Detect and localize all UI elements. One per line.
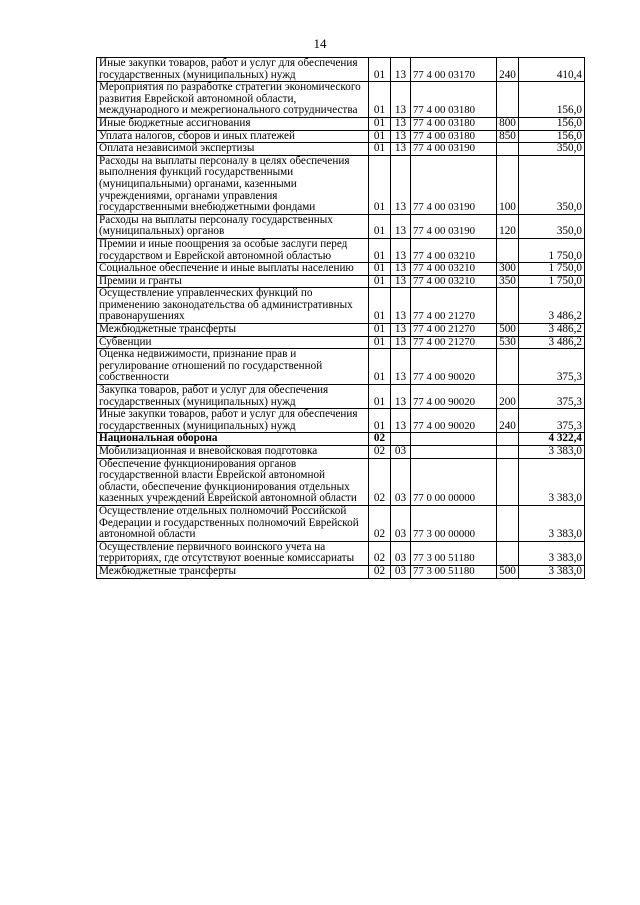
row-name-cell: Осуществление первичного воинского учета на территориях, где отсутствуют военные комиссариаты xyxy=(97,541,369,565)
budget-table xyxy=(96,57,585,579)
row-name-cell: Межбюджетные трансферты xyxy=(97,565,369,578)
amount-cell: 375,3 xyxy=(519,409,585,433)
amount-cell: 3 486,2 xyxy=(519,288,585,324)
section-code-cell: 01 xyxy=(369,117,391,130)
target-article-cell: 77 4 00 03190 xyxy=(411,143,497,156)
table-row xyxy=(97,349,585,385)
section-code-cell: 02 xyxy=(369,565,391,578)
amount-cell: 4 322,4 xyxy=(519,433,585,446)
expense-type-cell: 530 xyxy=(497,336,519,349)
table-row xyxy=(97,275,585,288)
target-article-cell: 77 4 00 03170 xyxy=(411,58,497,82)
expense-type-cell xyxy=(497,143,519,156)
row-name-cell: Социальное обеспечение и иные выплаты населению xyxy=(97,263,369,276)
section-code-cell: 02 xyxy=(369,541,391,565)
table-row xyxy=(97,336,585,349)
row-name-cell: Иные закупки товаров, работ и услуг для обеспечения государственных (муниципальных) нужд xyxy=(97,58,369,82)
subsection-code-cell: 13 xyxy=(391,155,411,214)
subsection-code-cell: 13 xyxy=(391,58,411,82)
row-name-cell: Мероприятия по разработке стратегии экономического развития Еврейской автономной области, международного и межрегионального сотрудничества xyxy=(97,82,369,118)
target-article-cell: 77 4 00 90020 xyxy=(411,409,497,433)
target-article-cell: 77 4 00 03190 xyxy=(411,214,497,238)
section-code-cell: 02 xyxy=(369,458,391,505)
row-name-cell: Иные закупки товаров, работ и услуг для обеспечения государственных (муниципальных) нужд xyxy=(97,409,369,433)
amount-cell: 375,3 xyxy=(519,385,585,409)
subsection-code-cell: 13 xyxy=(391,214,411,238)
section-code-cell: 01 xyxy=(369,58,391,82)
expense-type-cell: 240 xyxy=(497,58,519,82)
section-code-cell: 01 xyxy=(369,336,391,349)
expense-type-cell xyxy=(497,433,519,446)
expense-type-cell xyxy=(497,349,519,385)
expense-type-cell xyxy=(497,505,519,541)
subsection-code-cell: 03 xyxy=(391,446,411,459)
subsection-code-cell: 03 xyxy=(391,565,411,578)
table-row xyxy=(97,446,585,459)
amount-cell: 3 486,2 xyxy=(519,324,585,337)
subsection-code-cell: 03 xyxy=(391,505,411,541)
target-article-cell: 77 3 00 51180 xyxy=(411,541,497,565)
amount-cell: 350,0 xyxy=(519,214,585,238)
budget-table-body xyxy=(97,58,585,579)
subsection-code-cell: 13 xyxy=(391,82,411,118)
table-row xyxy=(97,458,585,505)
row-name-cell: Осуществление управленческих функций по применению законодательства об административных правонарушениях xyxy=(97,288,369,324)
section-code-cell: 01 xyxy=(369,214,391,238)
row-name-cell: Обеспечение функционирования органов государственной власти Еврейской автономной области, обеспечение функционирования отдельных казенных учреждений Еврейской автономной области xyxy=(97,458,369,505)
section-code-cell: 01 xyxy=(369,143,391,156)
expense-type-cell: 240 xyxy=(497,409,519,433)
expense-type-cell xyxy=(497,458,519,505)
expense-type-cell xyxy=(497,446,519,459)
table-row xyxy=(97,214,585,238)
expense-type-cell: 800 xyxy=(497,117,519,130)
row-name-cell: Осуществление отдельных полномочий Российской Федерации и государственных полномочий Еврейской автономной области xyxy=(97,505,369,541)
amount-cell: 156,0 xyxy=(519,82,585,118)
page-number: 14 xyxy=(313,36,327,51)
expense-type-cell: 850 xyxy=(497,130,519,143)
table-row xyxy=(97,505,585,541)
table-row xyxy=(97,155,585,214)
amount-cell: 3 383,0 xyxy=(519,541,585,565)
row-name-cell: Межбюджетные трансферты xyxy=(97,324,369,337)
subsection-code-cell: 13 xyxy=(391,130,411,143)
expense-type-cell: 120 xyxy=(497,214,519,238)
table-row xyxy=(97,433,585,446)
expense-type-cell xyxy=(497,82,519,118)
target-article-cell: 77 4 00 03180 xyxy=(411,82,497,118)
row-name-cell: Расходы на выплаты персоналу в целях обеспечения выполнения функций государственными (муниципальными) органами, казенными учреждениями, органами управления государственными внебюджетными фондами xyxy=(97,155,369,214)
amount-cell: 3 486,2 xyxy=(519,336,585,349)
table-row xyxy=(97,385,585,409)
target-article-cell xyxy=(411,433,497,446)
target-article-cell: 77 4 00 03180 xyxy=(411,117,497,130)
target-article-cell: 77 4 00 21270 xyxy=(411,324,497,337)
target-article-cell: 77 4 00 03190 xyxy=(411,155,497,214)
table-row xyxy=(97,263,585,276)
subsection-code-cell: 03 xyxy=(391,541,411,565)
table-row xyxy=(97,565,585,578)
section-code-cell: 01 xyxy=(369,409,391,433)
target-article-cell: 77 0 00 00000 xyxy=(411,458,497,505)
amount-cell: 3 383,0 xyxy=(519,565,585,578)
expense-type-cell xyxy=(497,238,519,262)
expense-type-cell: 350 xyxy=(497,275,519,288)
table-row xyxy=(97,409,585,433)
table-row xyxy=(97,288,585,324)
row-name-cell: Премии и иные поощрения за особые заслуги перед государством и Еврейской автономной областью xyxy=(97,238,369,262)
section-code-cell: 02 xyxy=(369,433,391,446)
expense-type-cell: 200 xyxy=(497,385,519,409)
table-row xyxy=(97,541,585,565)
expense-type-cell: 100 xyxy=(497,155,519,214)
amount-cell: 1 750,0 xyxy=(519,263,585,276)
subsection-code-cell: 13 xyxy=(391,263,411,276)
amount-cell: 375,3 xyxy=(519,349,585,385)
section-code-cell: 01 xyxy=(369,288,391,324)
section-code-cell: 01 xyxy=(369,238,391,262)
section-code-cell: 01 xyxy=(369,275,391,288)
expense-type-cell: 500 xyxy=(497,324,519,337)
subsection-code-cell: 13 xyxy=(391,385,411,409)
amount-cell: 1 750,0 xyxy=(519,238,585,262)
expense-type-cell: 300 xyxy=(497,263,519,276)
subsection-code-cell xyxy=(391,433,411,446)
table-row xyxy=(97,82,585,118)
amount-cell: 156,0 xyxy=(519,117,585,130)
subsection-code-cell: 13 xyxy=(391,117,411,130)
table-row xyxy=(97,143,585,156)
row-name-cell: Субвенции xyxy=(97,336,369,349)
expense-type-cell xyxy=(497,288,519,324)
target-article-cell: 77 4 00 03210 xyxy=(411,238,497,262)
section-code-cell: 02 xyxy=(369,446,391,459)
amount-cell: 1 750,0 xyxy=(519,275,585,288)
expense-type-cell: 500 xyxy=(497,565,519,578)
row-name-cell: Оплата независимой экспертизы xyxy=(97,143,369,156)
row-name-cell: Иные бюджетные ассигнования xyxy=(97,117,369,130)
amount-cell: 350,0 xyxy=(519,155,585,214)
target-article-cell: 77 3 00 51180 xyxy=(411,565,497,578)
section-code-cell: 01 xyxy=(369,385,391,409)
amount-cell: 156,0 xyxy=(519,130,585,143)
table-row xyxy=(97,238,585,262)
amount-cell: 3 383,0 xyxy=(519,458,585,505)
target-article-cell xyxy=(411,446,497,459)
table-row xyxy=(97,130,585,143)
section-code-cell: 01 xyxy=(369,155,391,214)
section-code-cell: 01 xyxy=(369,82,391,118)
subsection-code-cell: 13 xyxy=(391,409,411,433)
row-name-cell: Национальная оборона xyxy=(97,433,369,446)
target-article-cell: 77 4 00 03210 xyxy=(411,275,497,288)
table-row xyxy=(97,58,585,82)
subsection-code-cell: 13 xyxy=(391,238,411,262)
amount-cell: 3 383,0 xyxy=(519,446,585,459)
subsection-code-cell: 13 xyxy=(391,143,411,156)
row-name-cell: Уплата налогов, сборов и иных платежей xyxy=(97,130,369,143)
target-article-cell: 77 4 00 90020 xyxy=(411,385,497,409)
row-name-cell: Закупка товаров, работ и услуг для обеспечения государственных (муниципальных) нужд xyxy=(97,385,369,409)
subsection-code-cell: 13 xyxy=(391,275,411,288)
subsection-code-cell: 13 xyxy=(391,336,411,349)
section-code-cell: 01 xyxy=(369,130,391,143)
section-code-cell: 01 xyxy=(369,324,391,337)
row-name-cell: Премии и гранты xyxy=(97,275,369,288)
amount-cell: 3 383,0 xyxy=(519,505,585,541)
target-article-cell: 77 3 00 00000 xyxy=(411,505,497,541)
section-code-cell: 01 xyxy=(369,263,391,276)
subsection-code-cell: 13 xyxy=(391,288,411,324)
expense-type-cell xyxy=(497,541,519,565)
row-name-cell: Мобилизационная и вневойсковая подготовка xyxy=(97,446,369,459)
target-article-cell: 77 4 00 21270 xyxy=(411,288,497,324)
row-name-cell: Оценка недвижимости, признание прав и регулирование отношений по государственной собственности xyxy=(97,349,369,385)
subsection-code-cell: 13 xyxy=(391,324,411,337)
subsection-code-cell: 03 xyxy=(391,458,411,505)
target-article-cell: 77 4 00 21270 xyxy=(411,336,497,349)
subsection-code-cell: 13 xyxy=(391,349,411,385)
section-code-cell: 02 xyxy=(369,505,391,541)
row-name-cell: Расходы на выплаты персоналу государственных (муниципальных) органов xyxy=(97,214,369,238)
target-article-cell: 77 4 00 03210 xyxy=(411,263,497,276)
target-article-cell: 77 4 00 90020 xyxy=(411,349,497,385)
table-row xyxy=(97,117,585,130)
amount-cell: 410,4 xyxy=(519,58,585,82)
target-article-cell: 77 4 00 03180 xyxy=(411,130,497,143)
section-code-cell: 01 xyxy=(369,349,391,385)
amount-cell: 350,0 xyxy=(519,143,585,156)
table-row xyxy=(97,324,585,337)
